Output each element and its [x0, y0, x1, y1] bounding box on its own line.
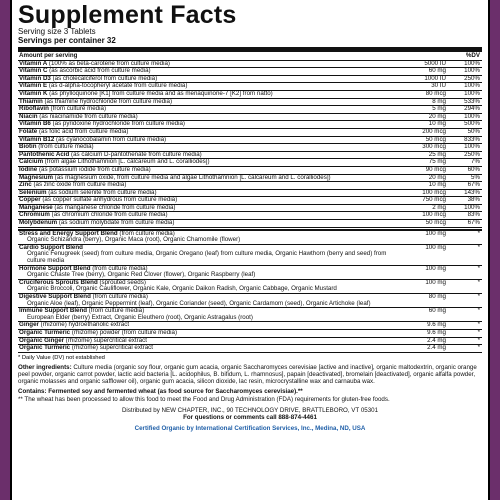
blend-amount: 100 mg	[402, 279, 448, 293]
blend-dv: *	[448, 337, 482, 345]
nutrient-name: Niacin (as niacinamide from culture media)	[18, 113, 402, 121]
blend-row	[18, 345, 482, 353]
other-ingredients	[18, 364, 482, 385]
nutrient-dv: 100%	[448, 113, 482, 121]
nutrient-amount: 50 mcg	[402, 136, 448, 144]
nutrient-amount: 750 mcg	[402, 197, 448, 205]
nutrient-dv: 250%	[448, 151, 482, 159]
nutrient-dv: 250%	[448, 75, 482, 83]
blend-amount: 80 mg	[402, 294, 448, 308]
blend-amount: 100 mg	[402, 230, 448, 245]
nutrient-name: Folate (as folic acid from culture media)	[18, 128, 402, 136]
nutrient-dv: 38%	[448, 197, 482, 205]
nutrient-dv: 100%	[448, 204, 482, 212]
blend-name: Ginger (rhizome) hydroethanolic extract	[18, 322, 402, 330]
nutrient-dv: 500%	[448, 121, 482, 129]
wheat-note: ** The wheat has been processed to allow this food to meet the Food and Drug Administration (FDA) requirements for gluten-free foods.	[18, 396, 390, 404]
nutrient-name: Vitamin B6 (as pyridoxine hydrochloride from culture media)	[18, 121, 402, 129]
nutrient-dv: 100%	[448, 83, 482, 91]
nutrient-amount: 30 IU	[402, 83, 448, 91]
blend-dv: *	[448, 308, 482, 322]
nutrient-amount: 20 mg	[402, 113, 448, 121]
blend-row	[18, 279, 482, 293]
nutrient-dv: 100%	[448, 68, 482, 76]
nutrient-amount: 2 mg	[402, 204, 448, 212]
other-ingredients-label: Other ingredients:	[18, 364, 72, 372]
nutrient-name: Vitamin D3 (as cholecalciferol from culture media)	[18, 75, 402, 83]
nutrient-dv: 100%	[448, 90, 482, 98]
servings-per-container: Servings per container 32	[18, 36, 116, 45]
blend-ingredients: Organic Schizandra (berry), Organic Maca (root), Organic Chamomile (flower)	[27, 236, 241, 244]
nutrient-amount: 100 mcg	[402, 189, 448, 197]
blend-name: Immune Support Blend (from culture media) European Elder (berry) Extract, Organic Eleuthero (root), Organic Astragalus (root)	[18, 308, 402, 322]
nutrient-dv: 67%	[448, 182, 482, 190]
nutrient-dv: 83%	[448, 212, 482, 220]
nutrient-name: Copper (as copper sulfate anhydrous from culture media)	[18, 197, 402, 205]
blend-dv: *	[448, 345, 482, 353]
nutrient-amount: 80 mcg	[402, 90, 448, 98]
nutrient-name: Pantothenic Acid (as calcium D-pantothenate from culture media)	[18, 151, 402, 159]
blend-name: Digestive Support Blend (from culture media) Organic Aloe (leaf), Organic Peppermint (leaf), Organic Coriander (seed), Organic Cardamom (seed), Organic Artichoke (leaf)	[18, 294, 402, 308]
nutrient-name: Molybdenum (as sodium molybdate from culture media)	[18, 220, 402, 228]
distributor: Distributed by NEW CHAPTER, INC., 90 TECHNOLOGY DRIVE, BRATTLEBORO, VT 05301	[121, 407, 379, 415]
nutrient-name: Vitamin B12 (as cyanocobalamin from culture media)	[18, 136, 402, 144]
nutrient-name: Magnesium (as magnesium oxide, from culture media and algae Lithothamnion [L. calcareum and L. coralliodes])	[18, 174, 402, 182]
header-dv: %DV	[448, 53, 482, 60]
nutrient-amount: 5 mg	[402, 106, 448, 114]
serving-size: Serving size 3 Tablets	[18, 27, 96, 36]
nutrient-name: Calcium (from algae Lithothamnion [L. calcareum and L. coralliodes])	[18, 159, 402, 167]
blend-ingredients: Organic Aloe (leaf), Organic Peppermint (leaf), Organic Coriander (seed), Organic Cardamom (seed), Organic Artichoke (leaf)	[27, 299, 371, 307]
certification: Certified Organic by International Certification Services, Inc., Medina, ND, USA	[134, 425, 366, 433]
nutrient-dv: 533%	[448, 98, 482, 106]
nutrient-amount: 8 mg	[402, 98, 448, 106]
blend-amount: 100 mg	[402, 244, 448, 265]
blend-dv: *	[448, 294, 482, 308]
blend-amount: 60 mg	[402, 308, 448, 322]
blend-name: Cruciferous Sprouts Blend (sprouted seeds) Organic Broccoli, Organic Cauliflower, Organic Kale, Organic Daikon Radish, Organic Cabbage, Organic Mustard	[18, 279, 402, 293]
nutrient-amount: 100 mcg	[402, 212, 448, 220]
nutrient-name: Vitamin C (as ascorbic acid from culture media)	[18, 68, 402, 76]
nutrient-dv: 100%	[448, 144, 482, 152]
blend-dv: *	[448, 279, 482, 293]
nutrient-amount: 60 mg	[402, 68, 448, 76]
blend-ingredients: Organic Chaste Tree (berry), Organic Red Clover (flower), Organic Raspberry (leaf)	[27, 271, 256, 279]
header-amount-per-serving: Amount per serving	[18, 53, 402, 60]
blend-dv: *	[448, 230, 482, 245]
nutrient-amount: 10 mg	[402, 182, 448, 190]
blend-dv: *	[448, 329, 482, 337]
blend-dv: *	[448, 244, 482, 265]
nutrient-amount: 200 mcg	[402, 128, 448, 136]
nutrient-dv: 5%	[448, 174, 482, 182]
nutrient-row	[18, 220, 482, 228]
nutrient-dv: 50%	[448, 128, 482, 136]
blend-dv: *	[448, 265, 482, 279]
nutrient-amount: 5000 IU	[402, 60, 448, 68]
nutrient-dv: 67%	[448, 220, 482, 228]
blend-row	[18, 244, 482, 265]
thick-divider	[18, 47, 482, 52]
blend-amount: 2.4 mg	[402, 337, 448, 345]
blend-amount: 9.6 mg	[402, 329, 448, 337]
blend-amount: 100 mg	[402, 265, 448, 279]
blend-row	[18, 294, 482, 308]
nutrient-name: Thiamin (as thiamine hydrochloride from culture media)	[18, 98, 402, 106]
blend-name: Organic Turmeric (rhizome) supercritical extract	[18, 345, 402, 353]
blend-ingredients: Organic Fenugreek (seed) from culture media, Organic Oregano (leaf) from culture media, Organic Hawthorn (berry and seed) from culture media	[27, 250, 387, 265]
blend-row	[18, 265, 482, 279]
nutrient-amount: 1000 IU	[402, 75, 448, 83]
nutrient-name: Vitamin A (100% as beta-carotene from culture media)	[18, 60, 402, 68]
blend-name: Cardio Support Blend Organic Fenugreek (seed) from culture media, Organic Oregano (leaf) from culture media, Organic Hawthorn (berry and seed) from culture media	[18, 244, 402, 265]
blend-amount: 2.4 mg	[402, 345, 448, 353]
nutrient-amount: 10 mg	[402, 121, 448, 129]
nutrient-amount: 20 mg	[402, 174, 448, 182]
nutrient-amount: 75 mg	[402, 159, 448, 167]
nutrient-dv: 100%	[448, 60, 482, 68]
nutrient-amount: 25 mg	[402, 151, 448, 159]
other-ingredients-text: Culture media (organic soy flour, organic gum acacia, organic Saccharomyces cerevisiae [active and inactive], organic maltodextrin, organic orange peel powder, organic carrot powder, lactic acid bacteria [L. acidophilus, B. bifidum, L. rhamnosus], papain [deactivated], bromelain [deactivated], organic alfalfa powder, organic molasses and organic safflower oil), organic gum acacia, silicon dioxide, lac resin, microcrystalline wax and carnauba wax.	[18, 364, 477, 386]
nutrient-name: Iodine (as potassium iodide from culture media)	[18, 166, 402, 174]
supplement-facts-label	[10, 0, 490, 500]
label-title: Supplement Facts	[18, 1, 237, 29]
nutrient-dv: 143%	[448, 189, 482, 197]
nutrient-name: Zinc (as zinc oxide from culture media)	[18, 182, 402, 190]
nutrient-amount: 50 mcg	[402, 220, 448, 228]
nutrient-dv: 294%	[448, 106, 482, 114]
nutrient-amount: 90 mcg	[402, 166, 448, 174]
questions-line: For questions or comments call 888-874-4461	[183, 414, 317, 422]
nutrient-table	[18, 53, 482, 353]
nutrient-name: Vitamin K (as phylloquinone [K1] from culture media and as menaquinone-7 [K2] from natto)	[18, 90, 402, 98]
blend-name: Organic Ginger (rhizome) supercritical extract	[18, 337, 402, 345]
nutrient-dv: 60%	[448, 166, 482, 174]
blend-name: Hormone Support Blend (from culture media) Organic Chaste Tree (berry), Organic Red Clover (flower), Organic Raspberry (leaf)	[18, 265, 402, 279]
blend-name: Stress and Energy Support Blend (from culture media) Organic Schizandra (berry), Organic Maca (root), Organic Chamomile (flower)	[18, 230, 402, 245]
nutrient-dv: 7%	[448, 159, 482, 167]
blend-ingredients: European Elder (berry) Extract, Organic Eleuthero (root), Organic Astragalus (root)	[27, 313, 253, 321]
blend-amount: 9.6 mg	[402, 322, 448, 330]
dv-footnote: * Daily Value (DV) not established	[18, 354, 105, 361]
blend-row	[18, 308, 482, 322]
nutrient-name: Biotin (from culture media)	[18, 144, 402, 152]
nutrient-name: Chromium (as chromium chloride from culture media)	[18, 212, 402, 220]
blend-ingredients: Organic Broccoli, Organic Cauliflower, Organic Kale, Organic Daikon Radish, Organic Cabbage, Organic Mustard	[27, 285, 337, 293]
nutrient-name: Selenium (as sodium selenite from culture media)	[18, 189, 402, 197]
nutrient-dv: 833%	[448, 136, 482, 144]
nutrient-name: Manganese (as manganese chloride from culture media)	[18, 204, 402, 212]
blend-dv: *	[448, 322, 482, 330]
nutrient-name: Riboflavin (from culture media)	[18, 106, 402, 114]
nutrient-amount: 300 mcg	[402, 144, 448, 152]
blend-name: Organic Turmeric (rhizome) powder (from culture media)	[18, 329, 402, 337]
nutrient-name: Vitamin E (as d-alpha-tocopheryl acetate from culture media)	[18, 83, 402, 91]
blend-row	[18, 230, 482, 245]
contains-statement: Contains: Fermented soy and fermented wheat (as food source for Saccharomyces cerevisiae).**	[18, 388, 303, 396]
